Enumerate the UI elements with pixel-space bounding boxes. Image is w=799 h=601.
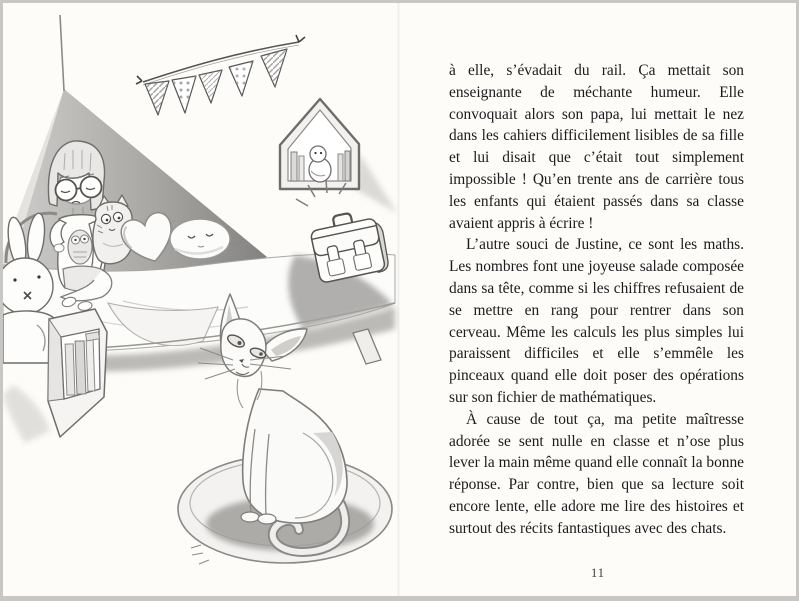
right-page (400, 3, 796, 596)
bedroom-illustration (3, 3, 399, 596)
flag (199, 70, 222, 103)
flag (261, 49, 287, 87)
flag (229, 61, 253, 96)
paragraph: à elle, s’évadait du rail. Ça mettait son enseignante de méchante humeur. Elle convoquait alors son papa, lui mettait le nez dans les cahiers difficilement lisibles de sa fille et lui disait que c’était tout simplement impossible ! Qu’en trente ans de carrière tous les enfants qui étaient passés dans sa classe avaient appris à écrire ! (449, 62, 744, 232)
page-number: 11 (590, 566, 606, 580)
house-shelf (280, 99, 397, 213)
bed-leg (353, 329, 381, 364)
body-text (449, 60, 744, 540)
flag (172, 76, 196, 113)
paragraph: À cause de tout ça, ma petite maîtresse adorée se sent nulle en classe et n’ose plus lever la main même quand elle connaît la bonne réponse. Par contre, bien que sa lecture soit encore lente, elle adore me lire des histoires et surtout des récits fantastiques avec des chats. (449, 410, 744, 537)
bunting-garland (136, 35, 305, 115)
book-spread (3, 3, 796, 596)
owl-print (68, 230, 92, 264)
flag (145, 81, 169, 115)
left-page (3, 3, 399, 596)
paragraph: L’autre souci de Justine, ce sont les maths. Les nombres font une joyeuse salade composée dans sa tête, comme si les chiffres refusaient de se mettre en rang pour rentrer dans son cerveau. Même les calculs les plus simples lui paraissent difficiles et elle s’emmêle les pinceaux quand elle doit poser des opérations sur son fichier de mathématiques. (449, 236, 744, 406)
